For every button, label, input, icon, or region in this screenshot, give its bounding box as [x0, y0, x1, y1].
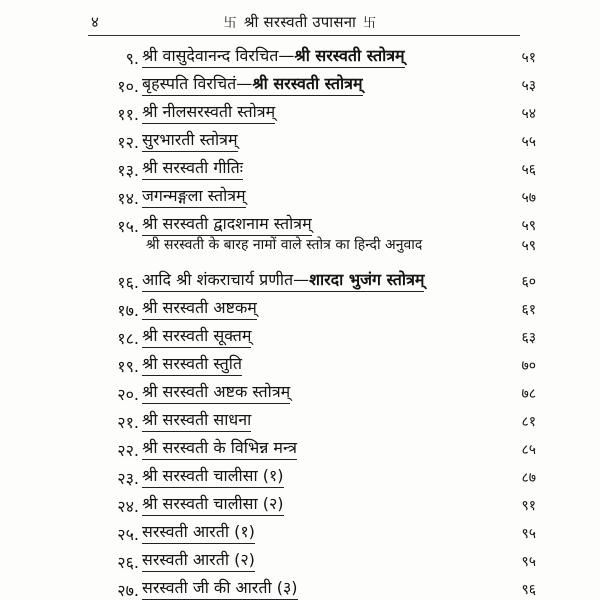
toc-entry-title: जगन्मङ्गला स्तोत्रम्: [142, 186, 246, 208]
toc-entry-title: श्री सरस्वती के विभिन्न मन्त्र: [142, 438, 297, 460]
toc-entry-number: २०.: [117, 385, 139, 404]
toc-entry-title: श्री सरस्वती द्वादशनाम स्तोत्रम्: [142, 214, 312, 236]
toc-entry-number: १२.: [117, 133, 139, 152]
toc-entry-title: श्री सरस्वती अष्टक स्तोत्रम्: [142, 382, 290, 404]
toc-entry-title: श्री नीलसरस्वती स्तोत्रम्: [142, 102, 275, 124]
toc-entry-title: श्री सरस्वती चालीसा (२): [142, 494, 284, 516]
toc-entry-title: सुरभारती स्तोत्रम्: [142, 130, 238, 152]
toc-entry: [0, 100, 600, 126]
toc-entry-title: सरस्वती आरती (२): [142, 550, 255, 572]
toc-entry: [0, 576, 600, 600]
toc-entry-page: ९५: [521, 526, 536, 542]
toc-entry: [0, 296, 600, 322]
toc-entry-title: [142, 270, 424, 292]
toc-entry-prefix: बृहस्पति विरचितं—: [142, 74, 253, 93]
toc-entry-number: २२.: [117, 441, 139, 460]
toc-entry-page: ९५: [521, 554, 536, 570]
toc-entry: [0, 548, 600, 574]
toc-entry: [0, 44, 600, 70]
toc-entry: [0, 184, 600, 210]
toc-entry-title: श्री सरस्वती सूक्तम्: [142, 326, 251, 348]
toc-entry-page: ६३: [521, 330, 536, 346]
toc-entry-number: २४.: [117, 497, 139, 516]
toc-entry-page: ८७: [521, 470, 536, 486]
toc-entry-number: १८.: [117, 329, 139, 348]
toc-entry-number: ९.: [125, 49, 139, 68]
toc-entry-title: श्री सरस्वती स्तुति: [142, 354, 242, 376]
toc-entry-number: २६.: [117, 553, 139, 572]
toc-entry: [0, 324, 600, 350]
toc-entry: [0, 268, 600, 294]
toc-entry-title: [142, 74, 363, 96]
toc-entry: [0, 520, 600, 546]
toc-entry-page: ५१: [521, 50, 536, 66]
toc-entry-page: ५४: [521, 106, 536, 122]
swastika-left-icon: 卐: [223, 16, 237, 31]
toc-entry: [0, 492, 600, 518]
toc-entry-title: सरस्वती आरती (१): [142, 522, 255, 544]
toc-entry-title: [142, 46, 405, 68]
toc-entry: [0, 128, 600, 154]
toc-entry: [0, 352, 600, 378]
toc-entry-page: ५५: [521, 134, 536, 150]
toc-subentry-page: ५९: [521, 238, 536, 254]
toc-entry-page: ९६: [521, 582, 536, 598]
toc-entry-prefix: आदि श्री शंकराचार्य प्रणीत—: [142, 270, 310, 289]
toc-entry-main-title: श्री सरस्वती स्तोत्रम्: [294, 46, 405, 65]
toc-entry-page: ५३: [521, 78, 536, 94]
toc-entry: [0, 156, 600, 182]
toc-entry-prefix: श्री वासुदेवानन्द विरचित—: [142, 46, 295, 65]
toc-entry-number: १७.: [117, 301, 139, 320]
toc-entry-title: श्री सरस्वती गीतिः: [142, 158, 243, 180]
toc-entry-page: ७८: [521, 386, 536, 402]
toc-entry-page: ९१: [521, 498, 536, 514]
toc-entry-number: २३.: [117, 469, 139, 488]
running-head: [0, 12, 600, 32]
header-rule: [88, 35, 520, 36]
toc-entry-number: १०.: [117, 77, 139, 96]
toc-entry: [0, 436, 600, 462]
toc-entry: [0, 464, 600, 490]
toc-entry: [0, 72, 600, 98]
toc-entry-number: १४.: [117, 189, 139, 208]
toc-entry-page: ५९: [521, 218, 536, 234]
toc-entry-page: ६१: [521, 302, 536, 318]
toc-entry: [0, 408, 600, 434]
toc-entry-page: ६०: [521, 274, 536, 290]
toc-entry-number: १६.: [117, 273, 139, 292]
page-number: ४: [91, 13, 99, 31]
toc-entry-number: १९.: [117, 357, 139, 376]
toc-entry-number: १३.: [117, 161, 139, 180]
toc-entry-title: श्री सरस्वती चालीसा (१): [142, 466, 284, 488]
toc-entry-number: ११.: [117, 105, 139, 124]
toc-entry-title: श्री सरस्वती अष्टकम्: [142, 298, 257, 320]
toc-entry-number: २१.: [117, 413, 139, 432]
toc-entry: [0, 380, 600, 406]
toc-entry-main-title: शारदा भुजंग स्तोत्रम्: [309, 270, 425, 289]
page-header: [0, 10, 600, 34]
toc-entry-page: ५६: [521, 162, 536, 178]
swastika-right-icon: 卐: [363, 16, 377, 31]
toc-entry-main-title: श्री सरस्वती स्तोत्रम्: [252, 74, 363, 93]
toc-subentry: [0, 234, 600, 256]
toc-entry-number: २५.: [117, 525, 139, 544]
toc-entry-page: ५७: [521, 190, 536, 206]
toc-entry-page: ८१: [521, 414, 536, 430]
toc-entry-title: श्री सरस्वती साधना: [142, 410, 251, 432]
toc-entry-page: ७०: [521, 358, 536, 374]
running-head-title: श्री सरस्वती उपासना: [243, 13, 357, 31]
toc-entry-page: ८५: [521, 442, 536, 458]
toc-entry-title: सरस्वती जी की आरती (३): [142, 578, 298, 600]
toc-entry-number: १५.: [117, 217, 139, 236]
toc-subentry-title: श्री सरस्वती के बारह नामों वाले स्तोत्र का हिन्दी अनुवाद: [146, 237, 423, 253]
toc-entry-number: २७.: [117, 581, 139, 600]
